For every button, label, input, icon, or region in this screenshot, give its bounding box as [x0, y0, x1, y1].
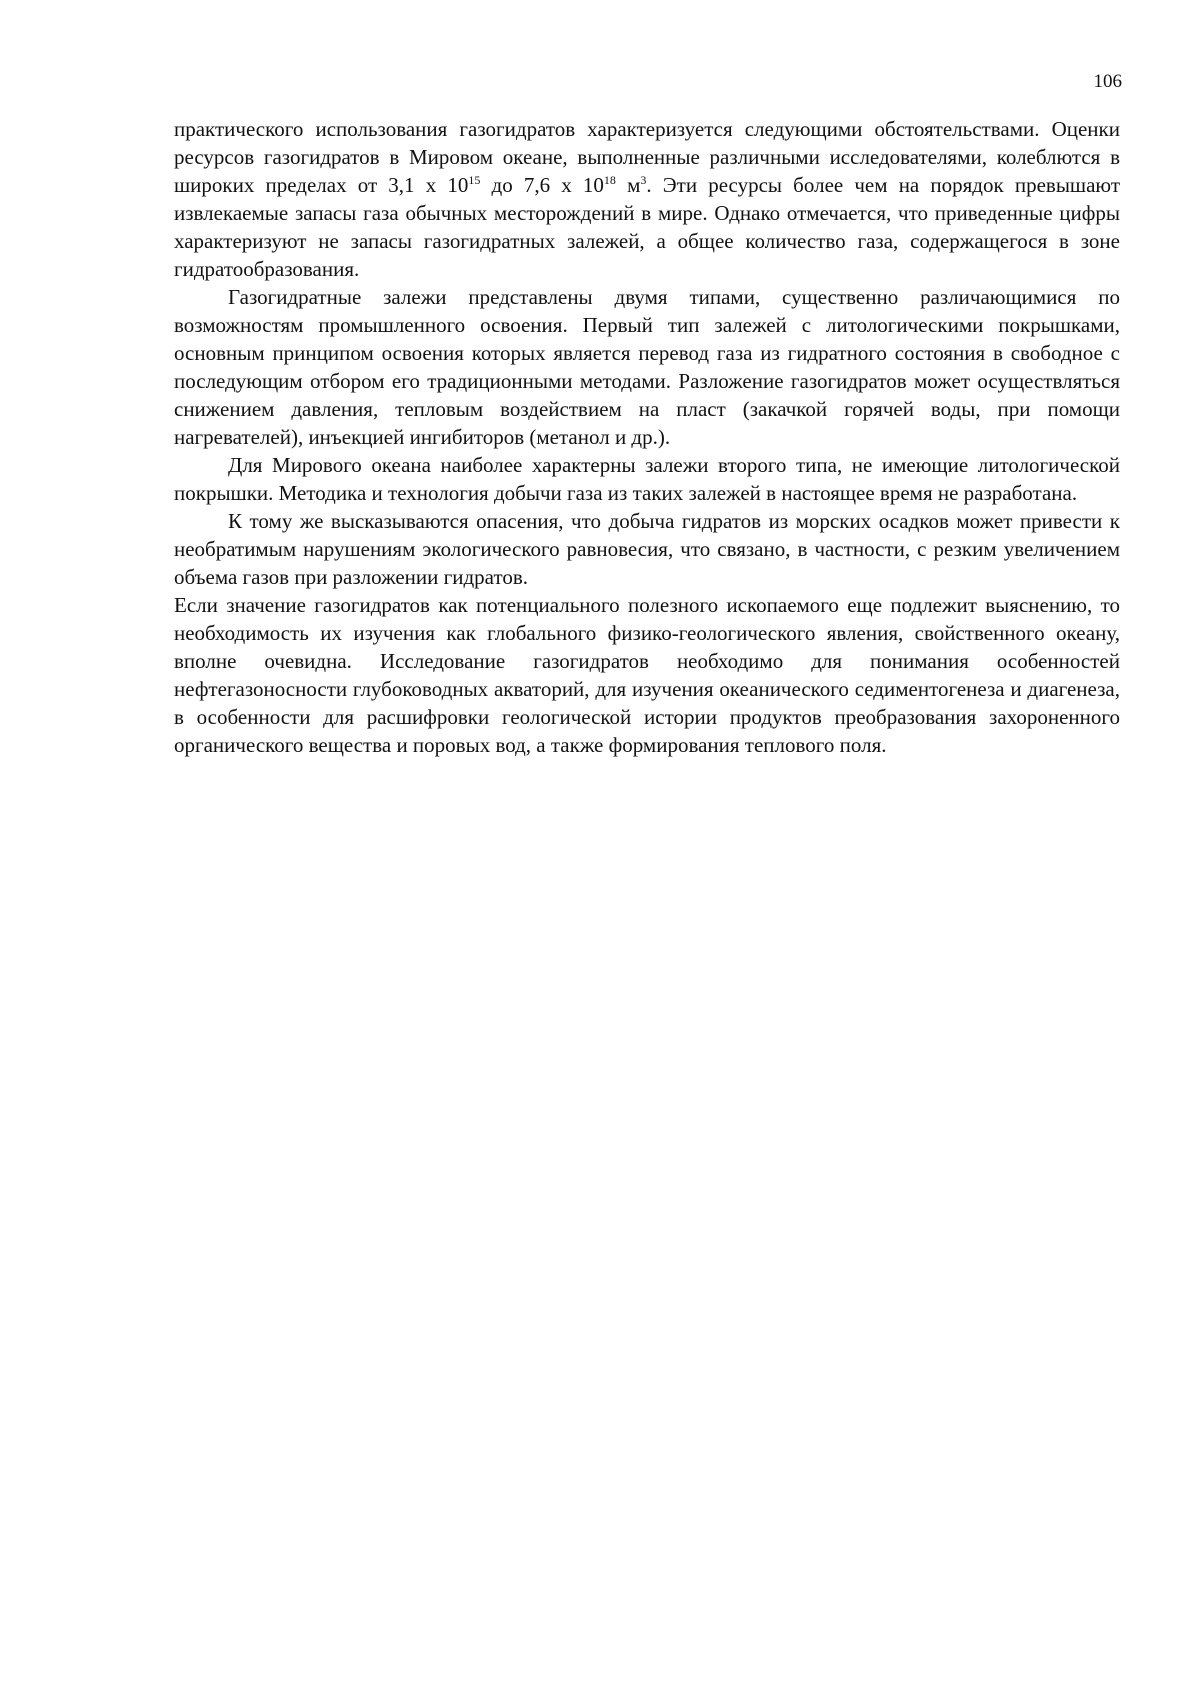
paragraph-resources-text-3: м: [615, 173, 641, 197]
exponent-3: 3: [640, 173, 647, 187]
exponent-15: 15: [468, 173, 481, 187]
paragraph-resources-text-2: до 7,6 х 10: [480, 173, 604, 197]
paragraph-resources-text-1: практического использования газогидратов характеризуется следующими обстоятельствами. Оценки ресурсов газогидратов в Мировом океане, выполненные различными исследователями, колеблются в широких пределах от 3,1 х 10: [174, 117, 1120, 197]
paragraph-resources: [174, 115, 1120, 283]
page-number: 106: [1093, 71, 1122, 92]
exponent-18: 18: [603, 173, 616, 187]
paragraph-ecology-concerns: К тому же высказываются опасения, что добыча гидратов из морских осадков может привести к необратимым нарушениям экологического равновесия, что связано, в частности, с резким увеличением объема газов при разложении гидратов.: [174, 509, 1120, 589]
paragraph-world-ocean: Для Мирового океана наиболее характерны залежи второго типа, не имеющие литологической покрышки. Методика и технология добычи газа из таких залежей в настоящее время не разработана.: [174, 453, 1120, 505]
paragraph-deposit-types: Газогидратные залежи представлены двумя типами, существенно различающимися по возможностям промышленного освоения. Первый тип залежей с литологическими покрышками, основным принципом освоения которых является перевод газа из гидратного состояния в свободное с последующим отбором его традиционными методами. Разложение газогидратов может осуществляться снижением давления, тепловым воздействием на пласт (закачкой горячей воды, при помощи нагревателей), инъекцией ингибиторов (метанол и др.).: [174, 285, 1120, 449]
paragraph-resources-text-4: . Эти ресурсы более чем на порядок превышают извлекаемые запасы газа обычных месторождений в мире. Однако отмечается, что приведенные цифры характеризуют не запасы газогидратных залежей, а общее количество газа, содержащегося в зоне гидратообразования.: [174, 173, 1121, 281]
paragraph-research-significance: Если значение газогидратов как потенциального полезного ископаемого еще подлежит выяснению, то необходимость их изучения как глобального физико-геологического явления, свойственного океану, вполне очевидна. Исследование газогидратов необходимо для понимания особенностей нефтегазоносности глубоководных акваторий, для изучения океанического седиментогенеза и диагенеза, в особенности для расшифровки геологической истории продуктов преобразования захороненного органического вещества и поровых вод, а также формирования теплового поля.: [174, 593, 1120, 757]
text-body: [174, 115, 1120, 759]
